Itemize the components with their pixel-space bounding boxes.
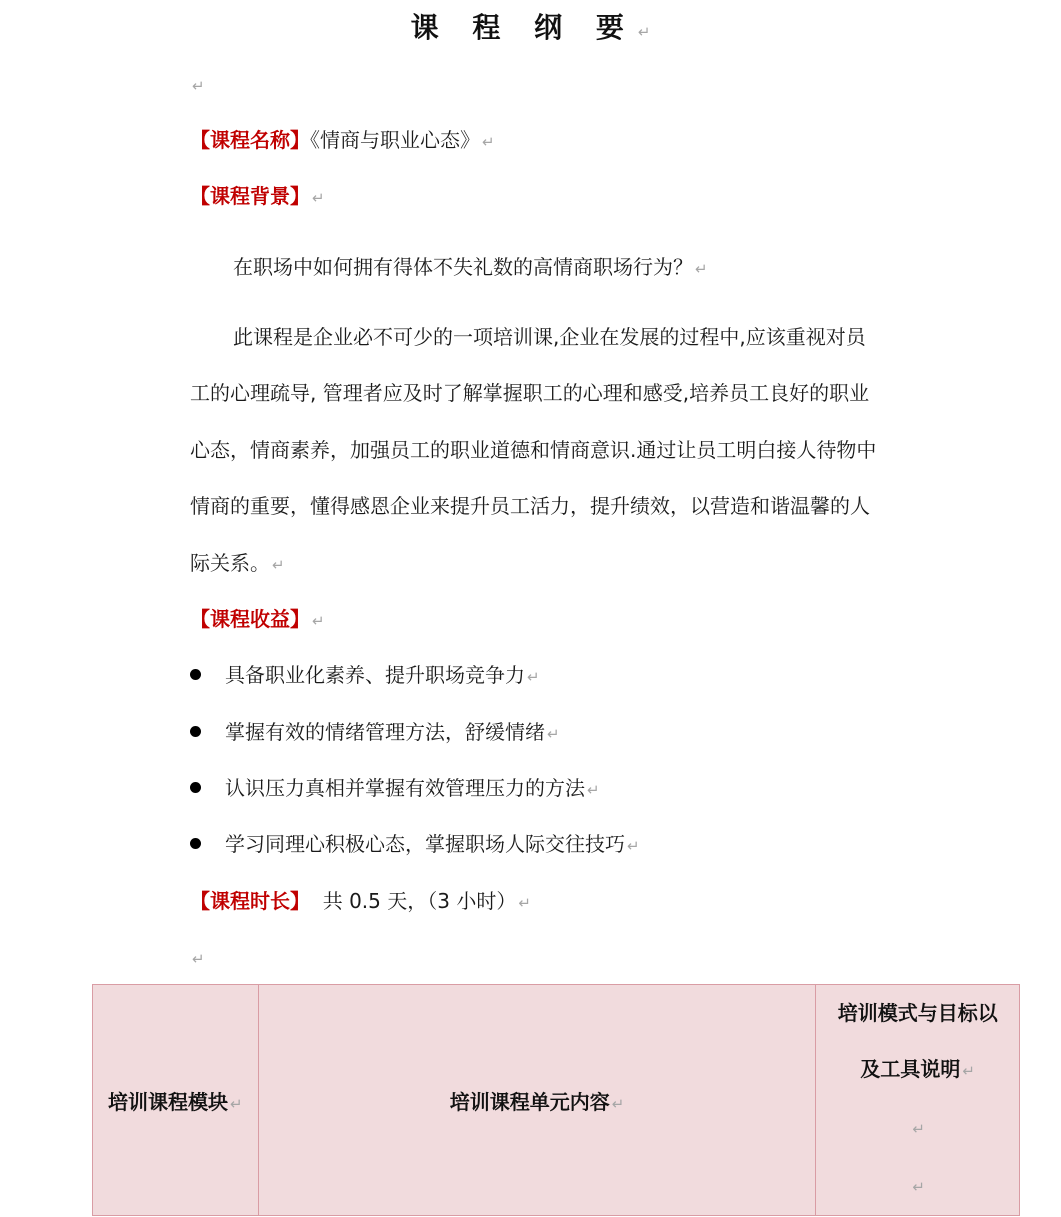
- page-title-text: 课 程 纲 要: [410, 11, 636, 44]
- table-header-mode-line2: [816, 1041, 1019, 1099]
- background-question: [233, 253, 708, 283]
- course-name-line: [190, 126, 495, 156]
- table-header-empty-line: [816, 1157, 1019, 1215]
- background-paragraph-line: 此课程是企业必不可少的一项培训课,企业在发展的过程中,应该重视对员: [233, 325, 866, 349]
- paragraph-mark-icon: ↵: [230, 1094, 243, 1113]
- empty-paragraph: [190, 943, 205, 973]
- empty-paragraph: [190, 70, 205, 100]
- course-duration-label: 【课程时长】: [190, 889, 310, 913]
- paragraph-mark-icon: ↵: [637, 23, 651, 41]
- background-paragraph-line: 际关系。: [190, 551, 270, 575]
- paragraph-mark-icon: ↵: [611, 1094, 625, 1113]
- background-paragraph-line: 工的心理疏导, 管理者应及时了解掌握职工的心理和感受,培养员工良好的职业: [190, 381, 870, 405]
- paragraph-mark-icon: ↵: [587, 781, 600, 799]
- benefit-text: 学习同理心积极心态，掌握职场人际交往技巧: [225, 832, 625, 856]
- background-question-text: 在职场中如何拥有得体不失礼数的高情商职场行为？: [233, 255, 693, 279]
- benefit-text: 具备职业化素养、提升职场竞争力: [225, 663, 525, 687]
- bullet-icon: [190, 782, 201, 793]
- course-benefits-label: 【课程收益】: [190, 607, 310, 631]
- course-name-label: 【课程名称】: [190, 128, 310, 152]
- course-background-heading: [190, 182, 325, 212]
- bullet-icon: [190, 669, 201, 680]
- paragraph-mark-icon: ↵: [312, 189, 325, 207]
- table-header-mode: [816, 985, 1020, 1216]
- background-paragraph-last-line: [190, 549, 285, 579]
- table-header-mode-line1: 培训模式与目标以: [837, 1001, 998, 1025]
- paragraph-mark-icon: ↵: [912, 1178, 925, 1196]
- course-duration-line: [190, 887, 531, 917]
- benefit-text: 认识压力真相并掌握有效管理压力的方法: [225, 776, 585, 800]
- table-header-content-text: 培训课程单元内容: [449, 1089, 610, 1114]
- paragraph-mark-icon: ↵: [527, 668, 540, 686]
- table-header-module: [93, 985, 259, 1216]
- course-background-label: 【课程背景】: [190, 184, 310, 208]
- paragraph-mark-icon: ↵: [272, 556, 285, 574]
- benefit-text: 掌握有效的情绪管理方法，舒缓情绪: [225, 720, 545, 744]
- course-name-value: 《情商与职业心态》: [310, 128, 480, 152]
- benefit-list-item: [190, 774, 600, 804]
- table-header-content: [258, 985, 816, 1216]
- paragraph-mark-icon: ↵: [192, 950, 205, 968]
- background-paragraph-line: 情商的重要，懂得感恩企业来提升员工活力，提升绩效，以营造和谐温馨的人: [190, 494, 870, 518]
- paragraph-mark-icon: ↵: [482, 133, 495, 151]
- table-header-empty-line: [816, 1099, 1019, 1157]
- course-benefits-heading: [190, 605, 325, 635]
- paragraph-mark-icon: ↵: [912, 1120, 925, 1138]
- benefit-list-item: [190, 661, 540, 691]
- paragraph-mark-icon: ↵: [312, 612, 325, 630]
- benefit-list-item: [190, 830, 640, 860]
- bullet-icon: [190, 838, 201, 849]
- paragraph-mark-icon: ↵: [547, 725, 560, 743]
- course-duration-value: 共 0.5 天，（3 小时）: [322, 889, 517, 913]
- paragraph-mark-icon: ↵: [192, 77, 205, 95]
- paragraph-mark-icon: ↵: [518, 894, 531, 912]
- benefit-list-item: [190, 718, 560, 748]
- course-outline-table: [92, 984, 1020, 1216]
- background-paragraph-line: 心态，情商素养，加强员工的职业道德和情商意识.通过让员工明白接人待物中: [190, 438, 877, 462]
- page-title: [0, 8, 1061, 52]
- bullet-icon: [190, 726, 201, 737]
- paragraph-mark-icon: ↵: [627, 837, 640, 855]
- paragraph-mark-icon: ↵: [695, 260, 708, 278]
- table-header-mode-line2-text: 及工具说明: [860, 1057, 961, 1081]
- paragraph-mark-icon: ↵: [962, 1062, 975, 1080]
- table-header-row: [93, 985, 1020, 1216]
- table-header-module-text: 培训课程模块: [108, 1089, 229, 1114]
